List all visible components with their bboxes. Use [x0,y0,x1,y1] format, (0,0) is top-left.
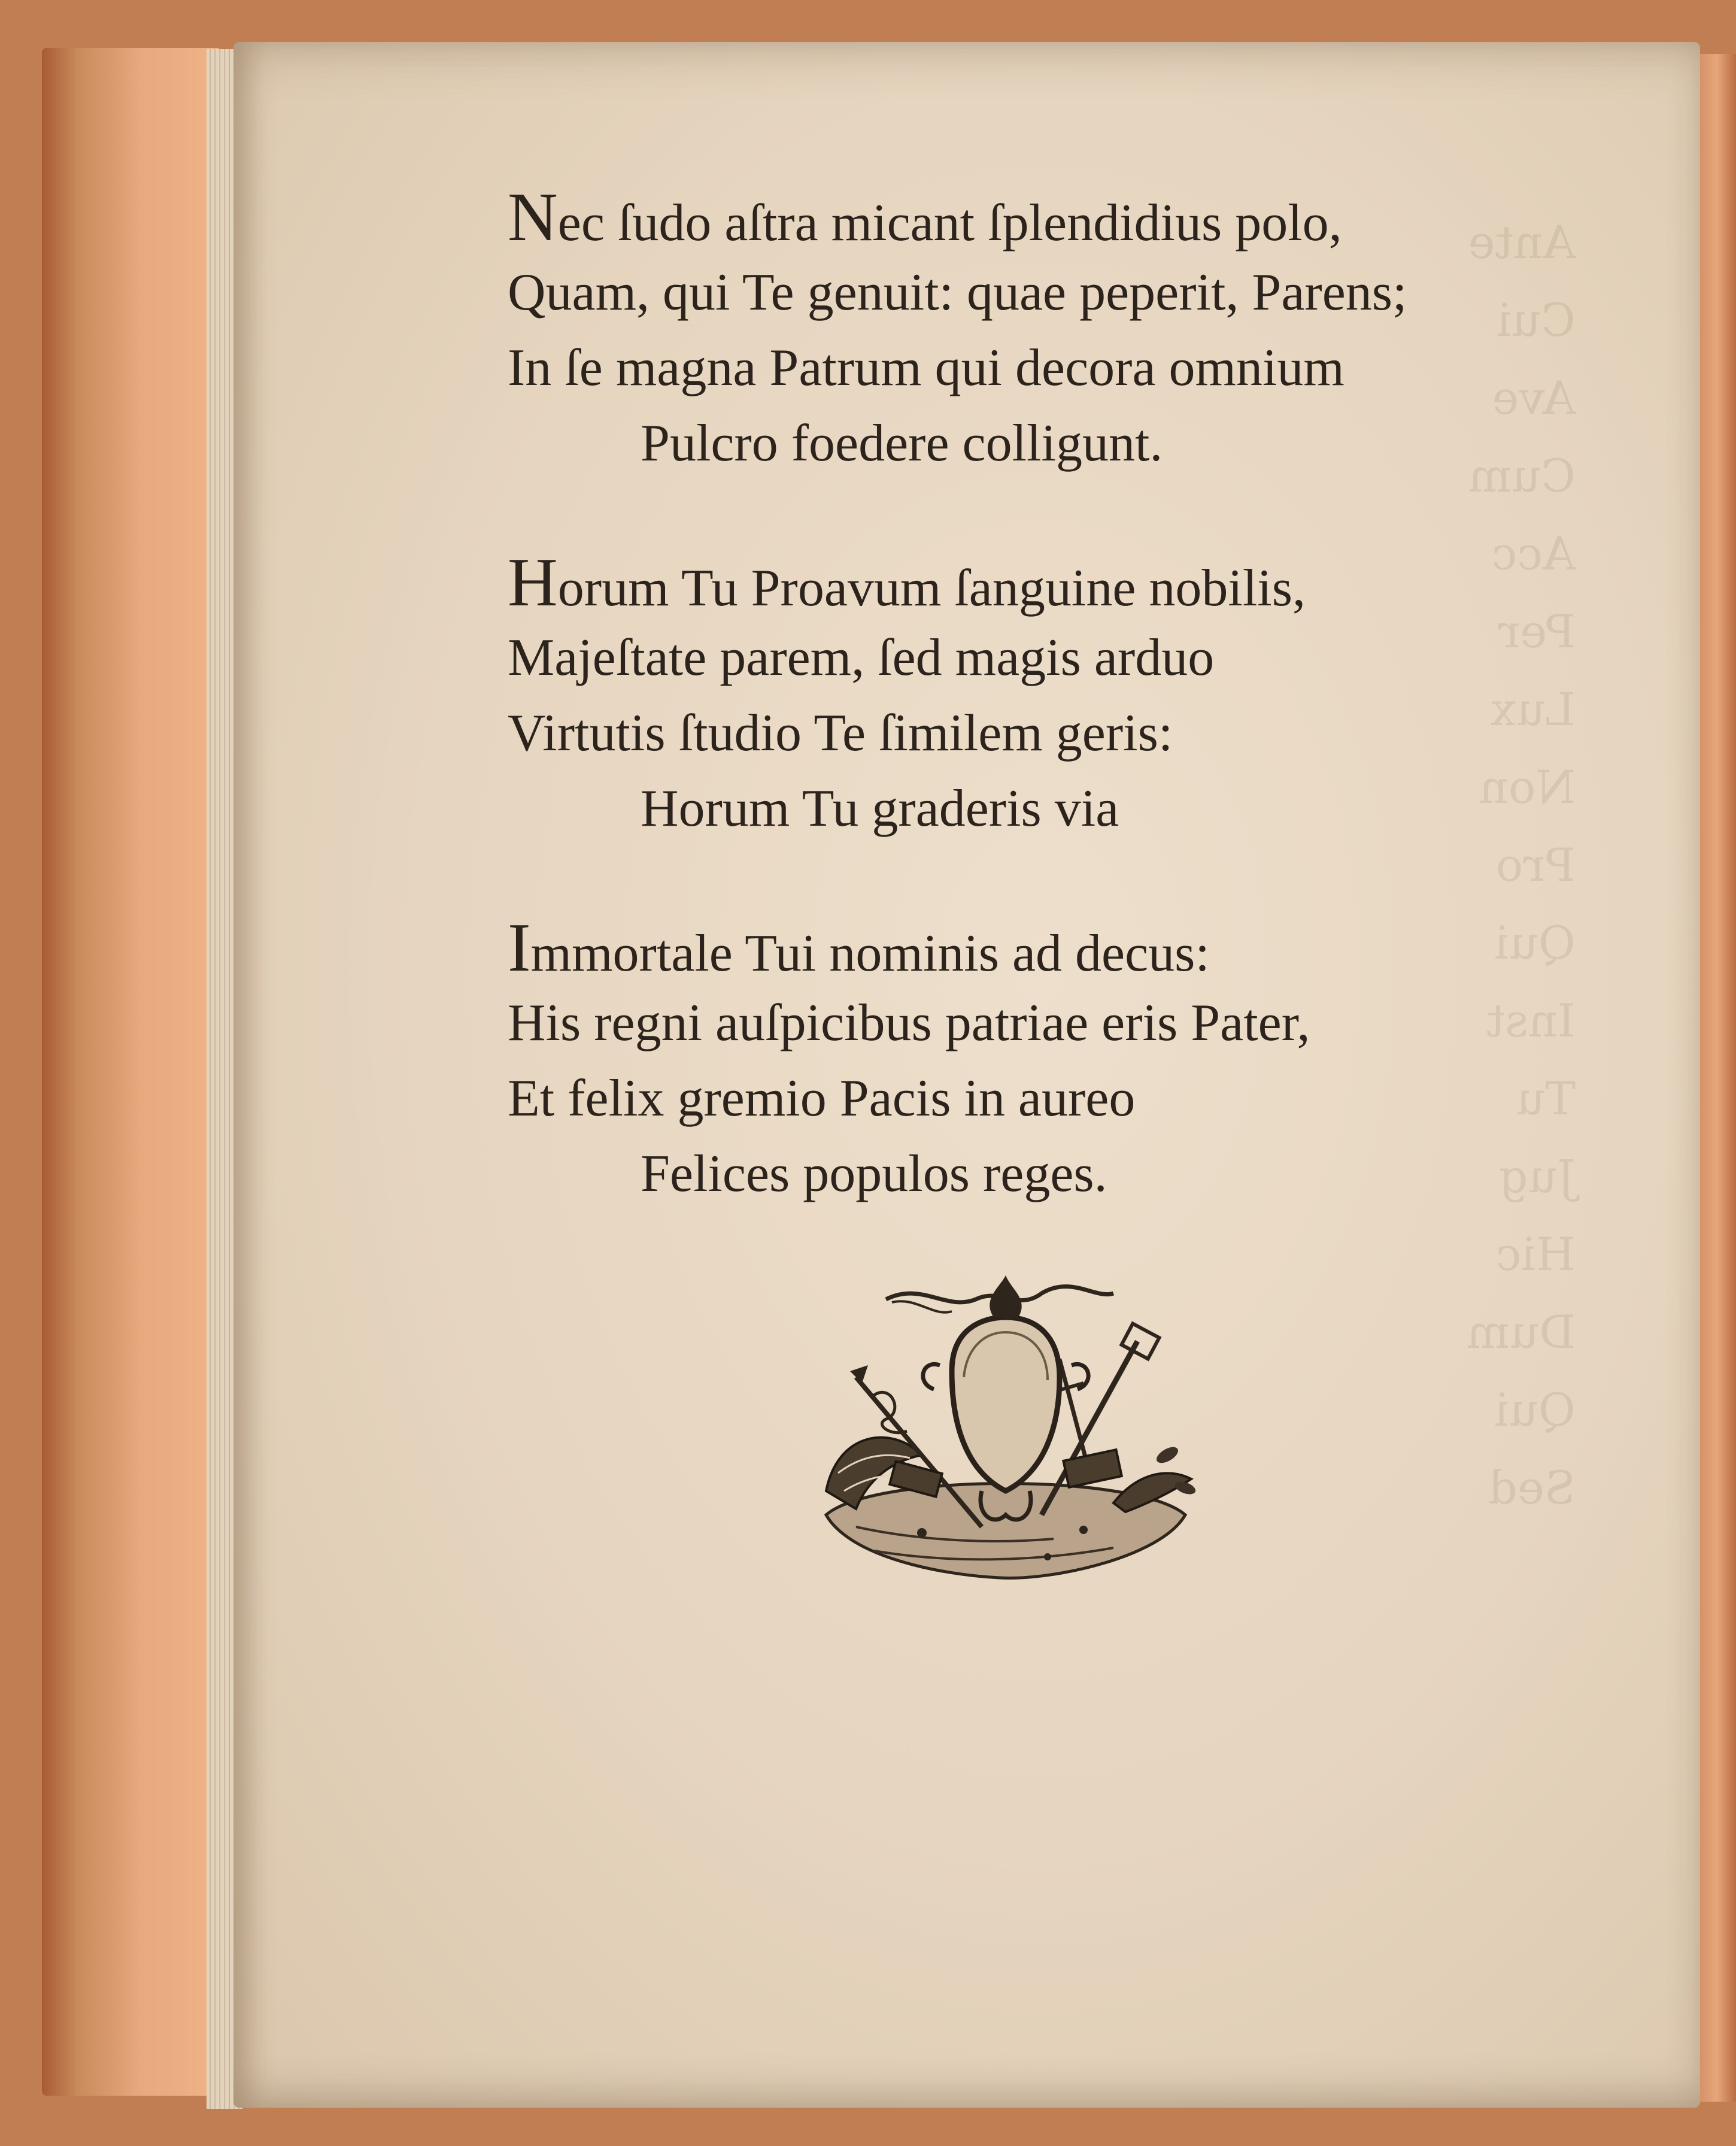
drop-initial: H [508,544,558,621]
stanza [508,545,1525,847]
verse-line [508,180,1525,255]
verse-line [508,910,1525,986]
verse-line-text: orum Tu Proavum ſanguine nobilis, [557,559,1306,617]
verse-line-text: Felices populos reges. [641,1145,1107,1203]
show-through-text: Ante Cui Ave Cum Acc Per Lux Non Pro Qui Inst Tu Jug Hic Dum Qui Sed [1467,216,1576,1514]
verse-line-text: Majeſtate parem, ſed magis arduo [508,629,1215,687]
verse-line [508,620,1525,696]
verse-line [508,545,1525,620]
verse-line-text: His regni auſpicibus patriae eris Pater, [508,994,1310,1052]
verse-line-text: Et felix gremio Pacis in aureo [508,1069,1136,1127]
drop-initial: I [508,910,531,986]
stanza [508,910,1525,1212]
verse-line-text: Virtutis ſtudio Te ſimilem geris: [508,704,1173,762]
verse-line [508,331,1525,406]
verse-line-text: Pulcro foedere colligunt. [641,414,1163,472]
poem-text [508,180,1525,1275]
verse-line-text: In ſe magna Patrum qui decora omnium [508,339,1345,397]
woodcut-vignette-icon [802,1275,1209,1599]
drop-initial: N [508,179,558,256]
verse-line-text: Horum Tu graderis via [641,780,1119,838]
verse-line-text: mmortale Tui nominis ad decus: [530,925,1210,983]
verse-line [508,1136,1525,1212]
verse-line [508,986,1525,1061]
verse-line [508,771,1525,847]
book-cover-left [42,48,221,2096]
verse-line [508,696,1525,771]
verse-line-text: Quam, qui Te genuit: quae peperit, Parens; [508,263,1407,322]
verse-line [508,1061,1525,1136]
verse-line [508,406,1525,481]
stanza [508,180,1525,481]
verse-line [508,255,1525,331]
verse-line-text: ec ſudo aſtra micant ſplendidius polo, [557,194,1342,252]
